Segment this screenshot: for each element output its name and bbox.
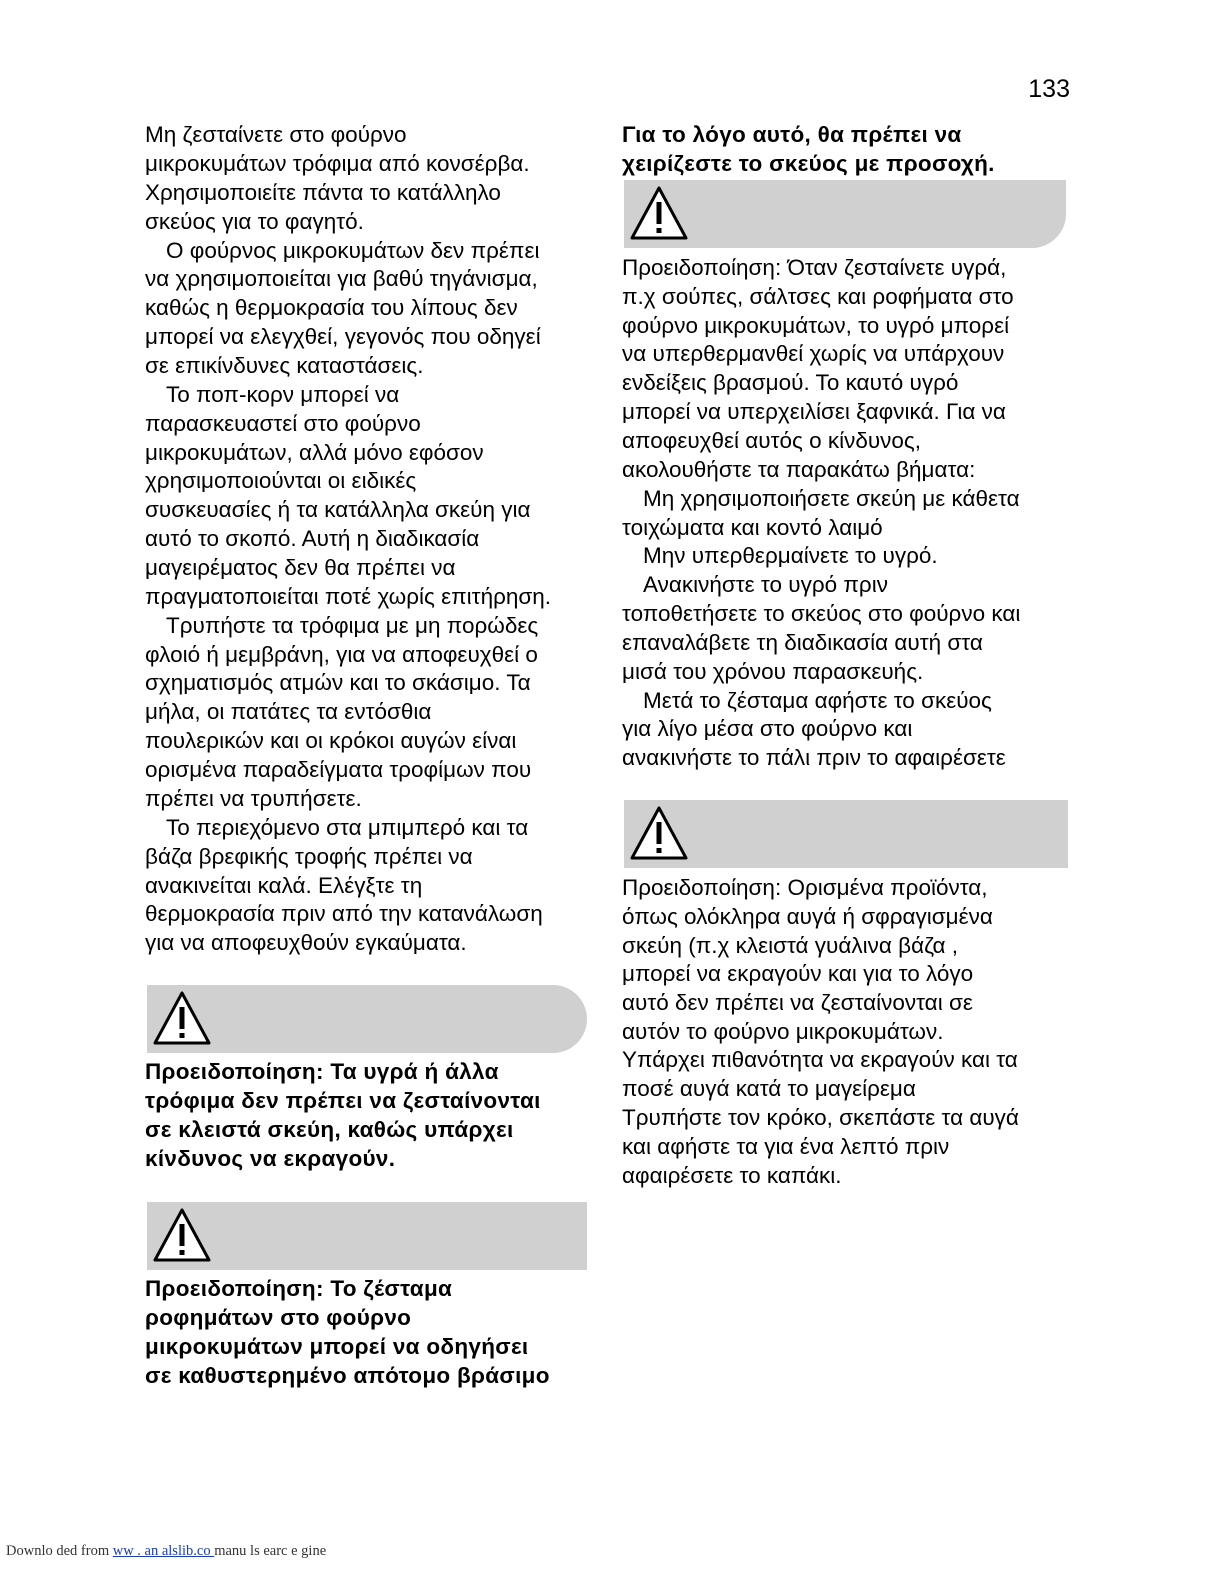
warning-text-line: μικροκυμάτων μπορεί να οδηγήσει bbox=[145, 1334, 529, 1359]
step-text-line: τοιχώματα και κοντό λαιμό bbox=[622, 515, 883, 540]
warning-text-line: ποσέ αυγά κατά το μαγείρεμα bbox=[622, 1076, 916, 1101]
body-text-line: ανακινείται καλά. Ελέγξτε τη bbox=[145, 873, 423, 898]
warning-banner bbox=[147, 1202, 587, 1270]
body-text-line: Τρυπήστε τα τρόφιμα με μη πορώδες bbox=[166, 613, 539, 638]
download-footer bbox=[6, 1542, 326, 1560]
warning-banner bbox=[624, 800, 1068, 868]
step-text-line: Μη χρησιμοποιήσετε σκεύη με κάθετα bbox=[643, 486, 1020, 511]
body-text-line: πραγματοποιείται ποτέ χωρίς επιτήρηση. bbox=[145, 584, 552, 609]
warning-text-line: και αφήστε τα για ένα λεπτό πριν bbox=[622, 1134, 950, 1159]
body-text-line: παρασκευαστεί στο φούρνο bbox=[145, 411, 421, 436]
warning-text-line: Προειδοποίηση: Το ζέσταμα bbox=[145, 1276, 453, 1301]
bold-intro-line: χειρίζεστε το σκεύος με προσοχή. bbox=[622, 151, 995, 176]
step-text-line: μισά του χρόνου παρασκευής. bbox=[622, 659, 924, 684]
body-text-line: καθώς η θερμοκρασία του λίπους δεν bbox=[145, 295, 518, 320]
warning-text-line: ακολουθήστε τα παρακάτω βήματα: bbox=[622, 457, 976, 482]
body-text-line: Το ποπ-κορν μπορεί να bbox=[166, 382, 400, 407]
warning-text-line: αφαιρέσετε το καπάκι. bbox=[622, 1163, 842, 1188]
bold-intro-line: Για το λόγο αυτό, θα πρέπει να bbox=[622, 122, 962, 147]
warning-triangle-icon bbox=[628, 804, 690, 862]
body-text-line: χρησιμοποιούνται οι ειδικές bbox=[145, 468, 417, 493]
body-text-line: σε επικίνδυνες καταστάσεις. bbox=[145, 353, 424, 378]
warning-text-line: κίνδυνος να εκραγούν. bbox=[145, 1146, 396, 1171]
body-text-line: μικροκυμάτων τρόφιμα από κονσέρβα. bbox=[145, 151, 530, 176]
body-text-line: Ο φούρνος μικροκυμάτων δεν πρέπει bbox=[166, 238, 540, 263]
warning-text-line: σκεύη (π.χ κλειστά γυάλινα βάζα , bbox=[622, 933, 959, 958]
step-text-line: επαναλάβετε τη διαδικασία αυτή στα bbox=[622, 630, 983, 655]
body-text-line: μικροκυμάτων, αλλά μόνο εφόσον bbox=[145, 440, 484, 465]
body-text-line: πουλερικών και οι κρόκοι αυγών είναι bbox=[145, 728, 517, 753]
footer-link[interactable]: ww . an alslib.co bbox=[112, 1543, 215, 1559]
step-text-line: για λίγο μέσα στο φούρνο και bbox=[622, 716, 913, 741]
step-text-line: Ανακινήστε το υγρό πριν bbox=[643, 572, 888, 597]
body-text-line: φλοιό ή μεμβράνη, για να αποφευχθεί ο bbox=[145, 642, 538, 667]
warning-text-line: φούρνο μικροκυμάτων, το υγρό μπορεί bbox=[622, 313, 1010, 338]
body-text-line: ορισμένα παραδείγματα τροφίμων που bbox=[145, 757, 532, 782]
page-number: 133 bbox=[1028, 75, 1070, 103]
warning-text-line: ροφημάτων στο φούρνο bbox=[145, 1305, 412, 1330]
warning-text-line: Τρυπήστε τον κρόκο, σκεπάστε τα αυγά bbox=[622, 1105, 1019, 1130]
warning-text-line: Προειδοποίηση: Τα υγρά ή άλλα bbox=[145, 1059, 499, 1084]
warning-triangle-icon bbox=[151, 989, 213, 1047]
warning-text-line: π.χ σούπες, σάλτσες και ροφήματα στο bbox=[622, 284, 1014, 309]
step-text-line: Μην υπερθερμαίνετε το υγρό. bbox=[643, 543, 938, 568]
warning-text-line: αποφευχθεί αυτός ο κίνδυνος, bbox=[622, 428, 922, 453]
warning-text-line: Υπάρχει πιθανότητα να εκραγούν και τα bbox=[622, 1047, 1018, 1072]
body-text-line: για να αποφευχθούν εγκαύματα. bbox=[145, 930, 467, 955]
body-text-line: μαγειρέματος δεν θα πρέπει να bbox=[145, 555, 456, 580]
body-text-line: συσκευασίες ή τα κατάλληλα σκεύη για bbox=[145, 497, 531, 522]
warning-text-line: σε καθυστερημένο απότομο βράσιμο bbox=[145, 1363, 550, 1388]
body-text-line: αυτό το σκοπό. Αυτή η διαδικασία bbox=[145, 526, 480, 551]
body-text-line: να χρησιμοποιείται για βαθύ τηγάνισμα, bbox=[145, 266, 538, 291]
body-text-line: μπορεί να ελεγχθεί, γεγονός που οδηγεί bbox=[145, 324, 541, 349]
warning-text-line: μπορεί να εκραγούν και για το λόγο bbox=[622, 961, 974, 986]
warning-text-line: ενδείξεις βρασμού. Το καυτό υγρό bbox=[622, 370, 959, 395]
warning-text-line: αυτόν το φούρνο μικροκυμάτων. bbox=[622, 1019, 944, 1044]
step-text-line: ανακινήστε το πάλι πριν το αφαιρέσετε bbox=[622, 745, 1006, 770]
warning-text-line: όπως ολόκληρα αυγά ή σφραγισμένα bbox=[622, 904, 993, 929]
step-text-line: Μετά το ζέσταμα αφήστε το σκεύος bbox=[643, 688, 992, 713]
footer-suffix: manu ls earc e gine bbox=[214, 1543, 327, 1559]
body-text-line: μήλα, οι πατάτες τα εντόσθια bbox=[145, 699, 432, 724]
warning-banner bbox=[624, 180, 1066, 248]
warning-triangle-icon bbox=[628, 184, 690, 242]
warning-text-line: Προειδοποίηση: Όταν ζεσταίνετε υγρά, bbox=[622, 255, 1007, 280]
body-text-line: σχηματισμός ατμών και το σκάσιμο. Τα bbox=[145, 670, 531, 695]
body-text-line: σκεύος για το φαγητό. bbox=[145, 209, 364, 234]
warning-text-line: μπορεί να υπερχειλίσει ξαφνικά. Για να bbox=[622, 399, 1006, 424]
footer-prefix: Downlo ded from bbox=[6, 1543, 113, 1559]
warning-banner bbox=[147, 985, 587, 1053]
body-text-line: Χρησιμοποιείτε πάντα το κατάλληλο bbox=[145, 180, 501, 205]
body-text-line: Το περιεχόμενο στα μπιμπερό και τα bbox=[166, 815, 529, 840]
warning-text-line: αυτό δεν πρέπει να ζεσταίνονται σε bbox=[622, 990, 973, 1015]
body-text-line: Μη ζεσταίνετε στο φούρνο bbox=[145, 122, 407, 147]
warning-triangle-icon bbox=[151, 1206, 213, 1264]
warning-text-line: να υπερθερμανθεί χωρίς να υπάρχουν bbox=[622, 341, 1005, 366]
body-text-line: πρέπει να τρυπήσετε. bbox=[145, 786, 362, 811]
body-text-line: θερμοκρασία πριν από την κατανάλωση bbox=[145, 901, 543, 926]
step-text-line: τοποθετήσετε το σκεύος στο φούρνο και bbox=[622, 601, 1021, 626]
warning-text-line: τρόφιμα δεν πρέπει να ζεσταίνονται bbox=[145, 1088, 541, 1113]
warning-text-line: σε κλειστά σκεύη, καθώς υπάρχει bbox=[145, 1117, 514, 1142]
warning-text-line: Προειδοποίηση: Ορισμένα προϊόντα, bbox=[622, 875, 988, 900]
body-text-line: βάζα βρεφικής τροφής πρέπει να bbox=[145, 844, 473, 869]
